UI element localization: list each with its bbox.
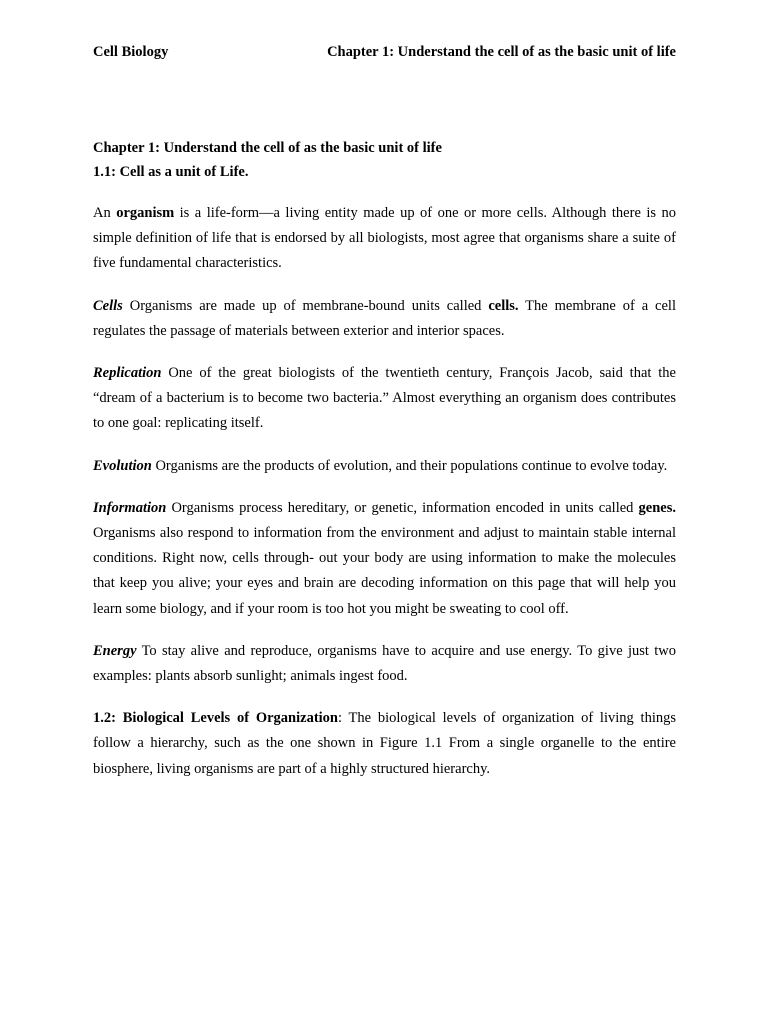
cells-paragraph: Cells Organisms are made up of membrane-bound units called cells. The membrane of a cell regulates the passage of materials between exterior and interior spaces.	[93, 297, 676, 339]
section-1-1-heading: 1.1: Cell as a unit of Life.	[93, 164, 249, 180]
information-paragraph: Information Organisms process hereditary, or genetic, information encoded in units called genes. Organisms also respond to information from the environment and adjust to maintain stable internal conditions. Right now, cells through- out your body are using information to make the molecules that keep you alive; your eyes and brain are decoding information on this page that will help you learn some biology, and if your room is too hot you might be sweating to cool off.	[93, 499, 676, 617]
term-organism: organism	[116, 205, 175, 221]
term-energy: Energy	[93, 642, 137, 659]
term-replication: Replication	[93, 365, 162, 382]
replication-paragraph: Replication One of the great biologists of the twentieth century, François Jacob, said that the “dream of a bacterium is to become two bacteria.” Almost everything an organism does contributes to one goal: replicating itself.	[93, 365, 676, 432]
chapter-title: Chapter 1: Understand the cell of as the basic unit of life	[93, 140, 442, 156]
page-body	[93, 136, 676, 782]
term-information: Information	[93, 499, 167, 516]
section-1-2-paragraph: 1.2: Biological Levels of Organization: The biological levels of organization of living things follow a hierarchy, such as the one shown in Figure 1.1 From a single organelle to the entire biosphere, living organisms are part of a highly structured hierarchy.	[93, 710, 676, 777]
section-1-2-heading: 1.2: Biological Levels of Organization	[93, 710, 338, 727]
header-chapter: Chapter 1: Understand the cell of as the basic unit of life	[327, 44, 676, 60]
bold-genes: genes.	[638, 499, 676, 516]
term-cells: Cells	[93, 297, 123, 314]
header-subject: Cell Biology	[93, 44, 169, 60]
running-header	[93, 42, 676, 62]
bold-cells: cells.	[488, 297, 519, 314]
term-evolution: Evolution	[93, 457, 152, 474]
evolution-paragraph: Evolution Organisms are the products of evolution, and their populations continue to evolve today.	[93, 457, 668, 474]
energy-paragraph: Energy To stay alive and reproduce, organisms have to acquire and use energy. To give just two examples: plants absorb sunlight; animals ingest food.	[93, 642, 676, 685]
intro-paragraph: An organism is a life-form—a living entity made up of one or more cells. Although there is no simple definition of life that is endorsed by all biologists, most agree that organisms share a suite of five fundamental characteristics.	[93, 205, 676, 272]
